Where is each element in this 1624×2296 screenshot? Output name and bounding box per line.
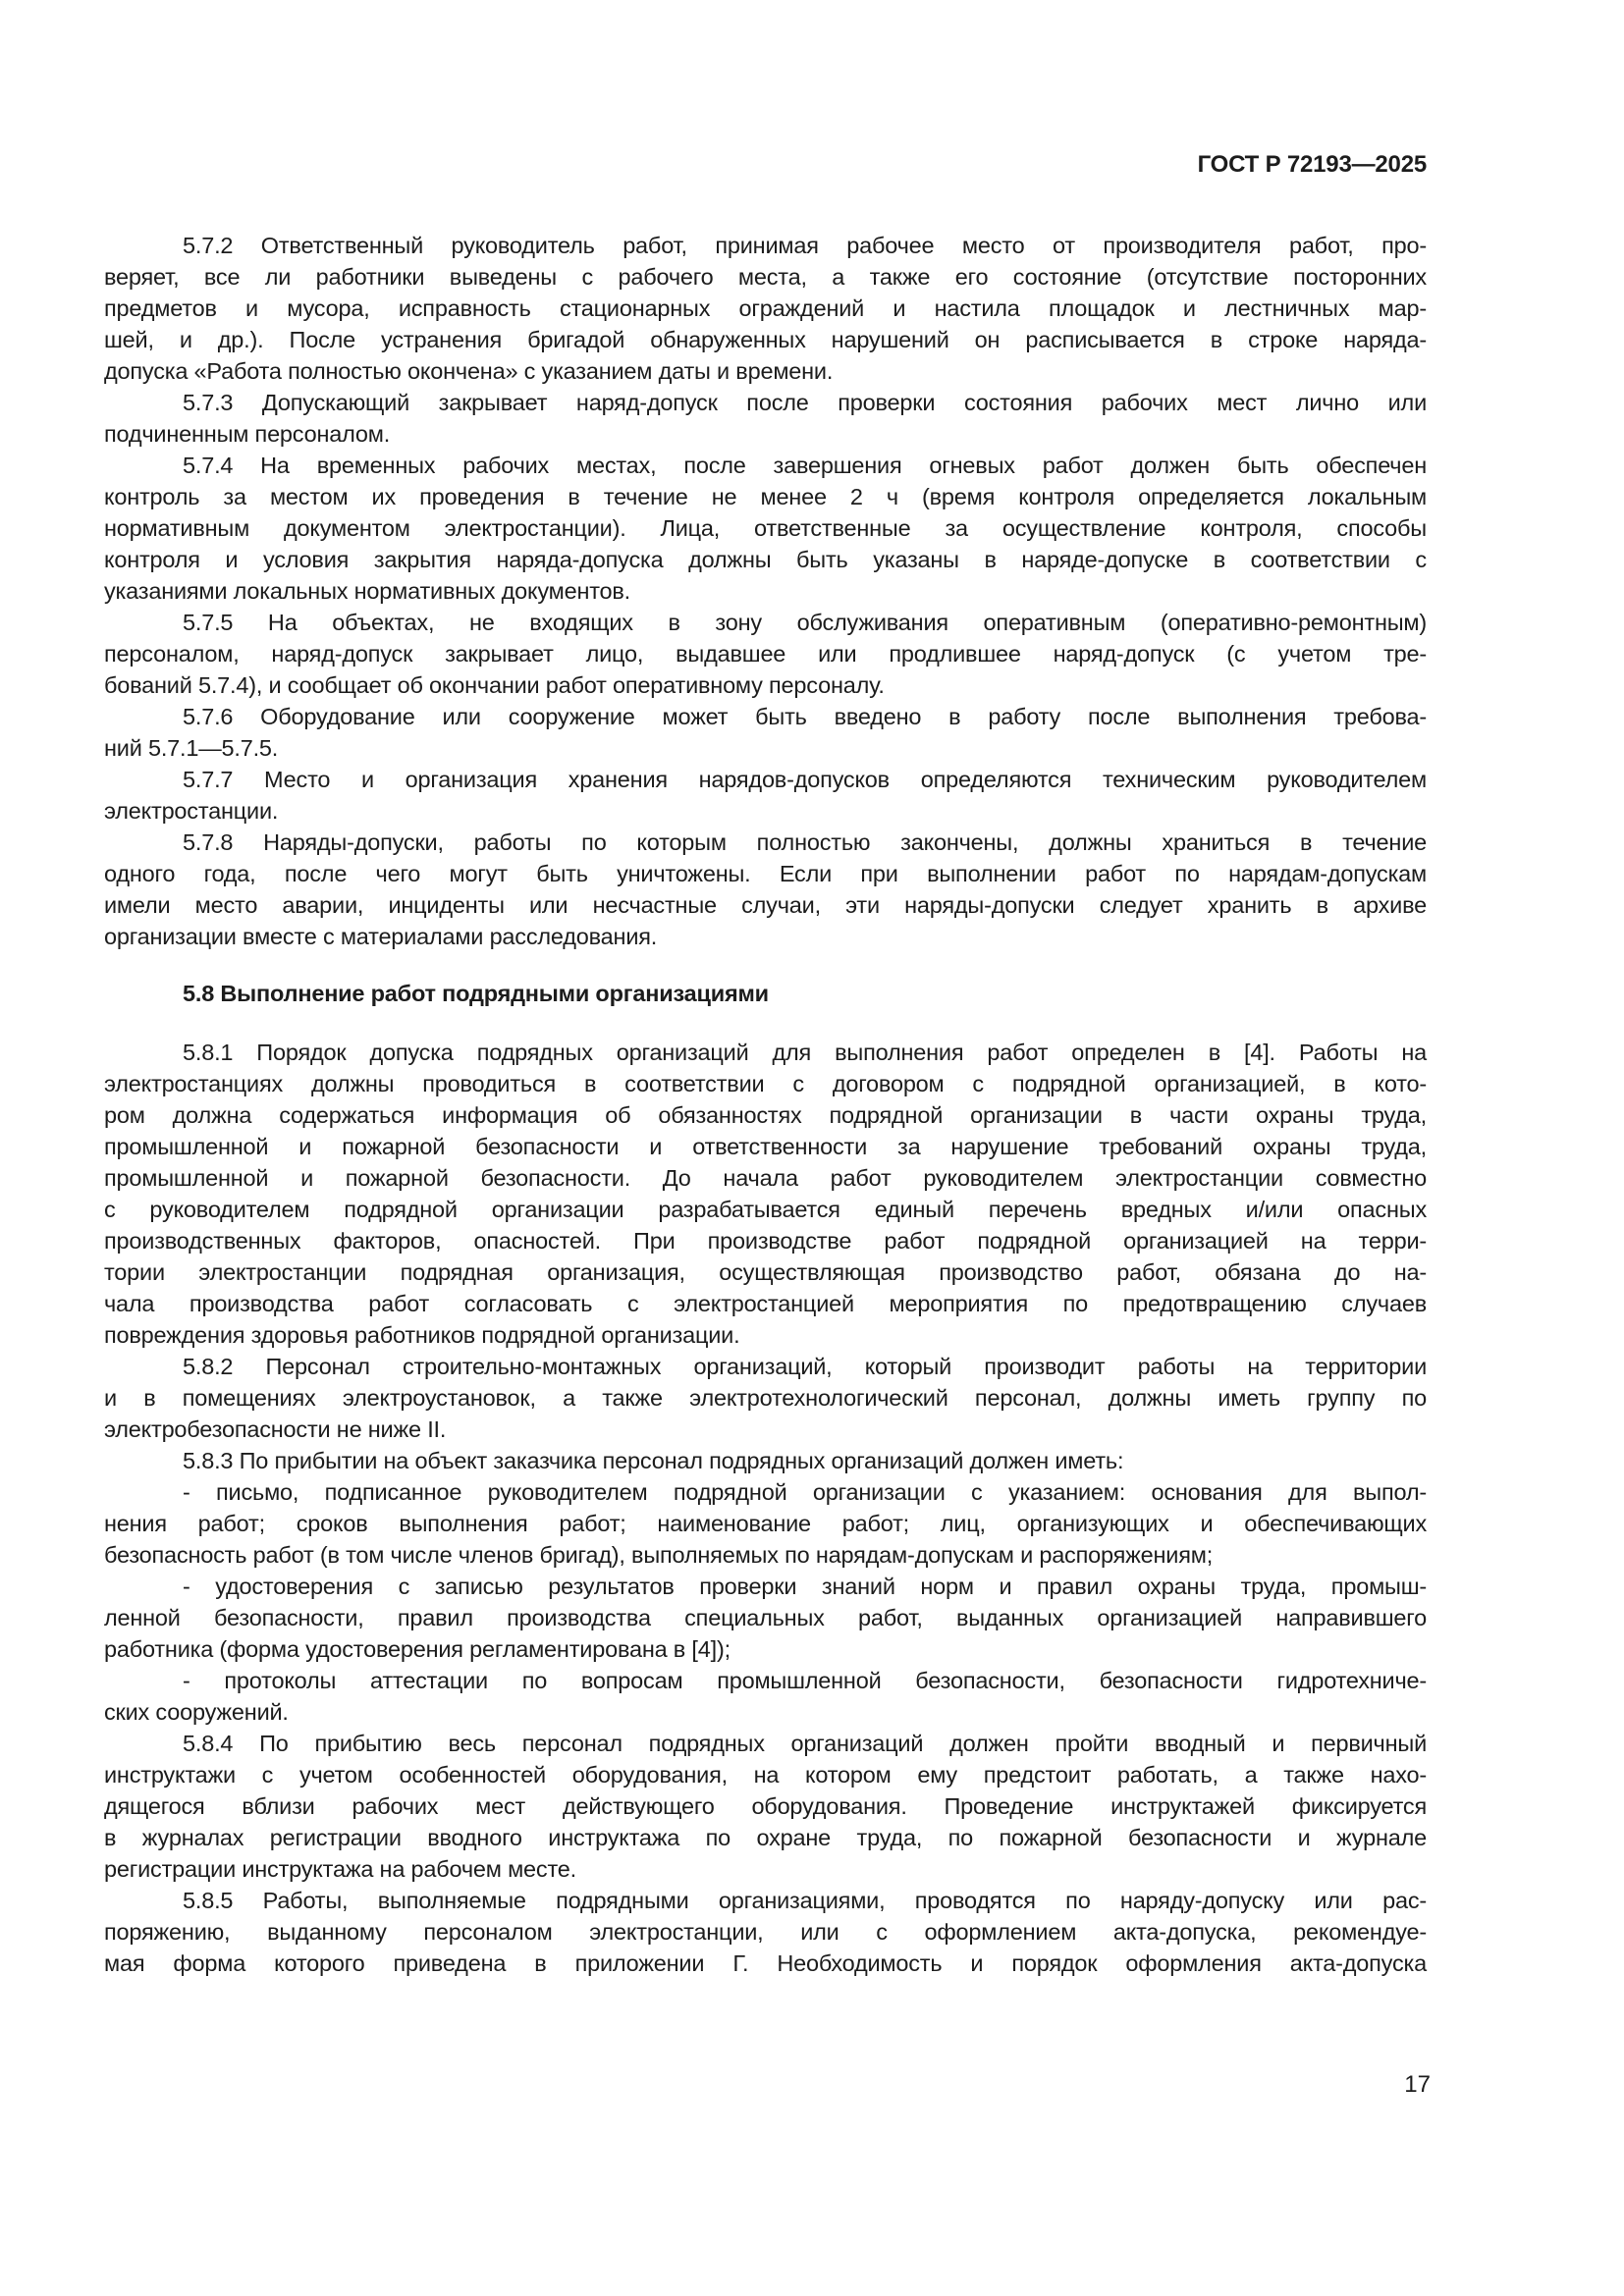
text-line: нения работ; сроков выполнения работ; наименование работ; лиц, организующих и обеспечивающих <box>104 1511 1427 1536</box>
page-number: 17 <box>1404 2071 1431 2098</box>
paragraph-clause-5-7-5 <box>104 607 1427 701</box>
text-line: 5.7.7 Место и организация хранения нарядов-допусков определяются техническим руководителем <box>183 767 1427 792</box>
text-line: электростанции. <box>104 798 279 824</box>
paragraph-clause-5-8-2 <box>104 1351 1427 1445</box>
text-line: контроля и условия закрытия наряда-допуска должны быть указаны в наряде-допуске в соответствии с <box>104 547 1427 572</box>
text-line: ленной безопасности, правил производства специальных работ, выданных организацией направившего <box>104 1605 1427 1630</box>
text-line: шей, и др.). После устранения бригадой обнаруженных нарушений он расписывается в строке наряда- <box>104 327 1427 352</box>
text-line: бований 5.7.4), и сообщает об окончании работ оперативному персоналу. <box>104 672 885 698</box>
text-line: промышленной и пожарной безопасности и ответственности за нарушение требований охраны труда, <box>104 1134 1427 1159</box>
text-line: 5.7.8 Наряды-допуски, работы по которым полностью закончены, должны храниться в течение <box>183 829 1427 855</box>
text-line: организации вместе с материалами расследования. <box>104 924 658 949</box>
paragraph-clause-5-7-7 <box>104 764 1427 827</box>
paragraph-clause-5-8-3 <box>104 1445 1427 1476</box>
text-line: одного года, после чего могут быть уничтожены. Если при выполнении работ по нарядам-допускам <box>104 861 1427 886</box>
text-line: ром должна содержаться информация об обязанностях подрядной организации в части охраны труда, <box>104 1102 1427 1128</box>
text-line: подчиненным персоналом. <box>104 421 391 447</box>
text-line: - протоколы аттестации по вопросам промышленной безопасности, безопасности гидротехниче- <box>183 1668 1427 1693</box>
paragraph-clause-5-7-2 <box>104 230 1427 387</box>
paragraph-clause-5-8-3-item-1 <box>104 1476 1427 1571</box>
text-line: 5.7.6 Оборудование или сооружение может быть введено в работу после выполнения требова- <box>183 704 1427 729</box>
text-line: 5.7.4 На временных рабочих местах, после завершения огневых работ должен быть обеспечен <box>183 453 1427 478</box>
paragraph-clause-5-8-3-item-3 <box>104 1665 1427 1728</box>
text-line: безопасность работ (в том числе членов бригад), выполняемых по нарядам-допускам и распоряжениям; <box>104 1542 1214 1568</box>
text-line: и в помещениях электроустановок, а также электротехнологический персонал, должны иметь группу по <box>104 1385 1427 1411</box>
paragraph-clause-5-8-5 <box>104 1885 1427 1979</box>
paragraph-clause-5-7-6 <box>104 701 1427 764</box>
text-line: 5.7.2 Ответственный руководитель работ, принимая рабочее место от производителя работ, про- <box>183 233 1427 258</box>
paragraph-clause-5-8-4 <box>104 1728 1427 1885</box>
document-header <box>104 149 1427 181</box>
text-line: веряет, все ли работники выведены с рабочего места, а также его состояние (отсутствие посторонних <box>104 264 1427 290</box>
text-line: повреждения здоровья работников подрядной организации. <box>104 1322 740 1348</box>
text-line: имели место аварии, инциденты или несчастные случаи, эти наряды-допуски следует хранить в архиве <box>104 892 1427 918</box>
text-line: электростанциях должны проводиться в соответствии с договором с подрядной организацией, в кото- <box>104 1071 1427 1096</box>
text-line: ских сооружений. <box>104 1699 289 1725</box>
text-line: тории электростанции подрядная организация, осуществляющая производство работ, обязана до на- <box>104 1259 1427 1285</box>
text-line: электробезопасности не ниже II. <box>104 1416 447 1442</box>
text-line: указаниями локальных нормативных документов. <box>104 578 631 604</box>
text-line: контроль за местом их проведения в течение не менее 2 ч (время контроля определяется локальным <box>104 484 1427 509</box>
paragraph-clause-5-7-8 <box>104 827 1427 952</box>
text-line: 5.8.5 Работы, выполняемые подрядными организациями, проводятся по наряду-допуску или рас- <box>183 1888 1427 1913</box>
paragraph-clause-5-7-4 <box>104 450 1427 607</box>
text-line: - удостоверения с записью результатов проверки знаний норм и правил охраны труда, промыш- <box>183 1574 1427 1599</box>
text-line: 5.7.3 Допускающий закрывает наряд-допуск после проверки состояния рабочих мест лично или <box>183 390 1427 415</box>
text-line: 5.8.2 Персонал строительно-монтажных организаций, который производит работы на территории <box>183 1354 1427 1379</box>
text-line: ний 5.7.1—5.7.5. <box>104 735 279 761</box>
text-line: регистрации инструктажа на рабочем месте. <box>104 1856 576 1882</box>
text-line: предметов и мусора, исправность стационарных ограждений и настила площадок и лестничных мар- <box>104 295 1427 321</box>
section-heading-section-5-8: 5.8 Выполнение работ подрядными организациями <box>183 981 769 1006</box>
paragraph-clause-5-7-3 <box>104 387 1427 450</box>
text-line: работника (форма удостоверения регламентирована в [4]); <box>104 1636 731 1662</box>
text-line: 5.8.4 По прибытию весь персонал подрядных организаций должен пройти вводный и первичный <box>183 1731 1427 1756</box>
text-line: мая форма которого приведена в приложении Г. Необходимость и порядок оформления акта-допуска <box>104 1950 1427 1976</box>
text-line: допуска «Работа полностью окончена» с указанием даты и времени. <box>104 358 834 384</box>
text-line: чала производства работ согласовать с электростанцией мероприятия по предотвращению случаев <box>104 1291 1427 1316</box>
paragraph-clause-5-8-3-item-2 <box>104 1571 1427 1665</box>
document-body <box>104 230 1427 1979</box>
text-line: 5.7.5 На объектах, не входящих в зону обслуживания оперативным (оперативно-ремонтным) <box>183 610 1427 635</box>
text-line: дящегося вблизи рабочих мест действующего оборудования. Проведение инструктажей фиксируется <box>104 1793 1427 1819</box>
text-line: с руководителем подрядной организации разрабатывается единый перечень вредных и/или опасных <box>104 1197 1427 1222</box>
text-line: нормативным документом электростанции). Лица, ответственные за осуществление контроля, способы <box>104 515 1427 541</box>
paragraph-clause-5-8-1 <box>104 1037 1427 1351</box>
text-line: персоналом, наряд-допуск закрывает лицо, выдавшее или продлившее наряд-допуск (с учетом тре- <box>104 641 1427 667</box>
text-line: поряжению, выданному персоналом электростанции, или с оформлением акта-допуска, рекомендуе- <box>104 1919 1427 1945</box>
text-line: в журналах регистрации вводного инструктажа по охране труда, по пожарной безопасности и журнале <box>104 1825 1427 1850</box>
text-line: инструктажи с учетом особенностей оборудования, на котором ему предстоит работать, а также нахо- <box>104 1762 1427 1788</box>
text-line: промышленной и пожарной безопасности. До начала работ руководителем электростанции совместно <box>104 1165 1427 1191</box>
standard-number: ГОСТ Р 72193—2025 <box>1197 151 1427 178</box>
text-line: - письмо, подписанное руководителем подрядной организации с указанием: основания для выпол- <box>183 1479 1427 1505</box>
text-line: 5.8.3 По прибытии на объект заказчика персонал подрядных организаций должен иметь: <box>183 1448 1124 1473</box>
text-line: производственных факторов, опасностей. При производстве работ подрядной организацией на терри- <box>104 1228 1427 1254</box>
text-line: 5.8.1 Порядок допуска подрядных организаций для выполнения работ определен в [4]. Работы на <box>183 1040 1427 1065</box>
